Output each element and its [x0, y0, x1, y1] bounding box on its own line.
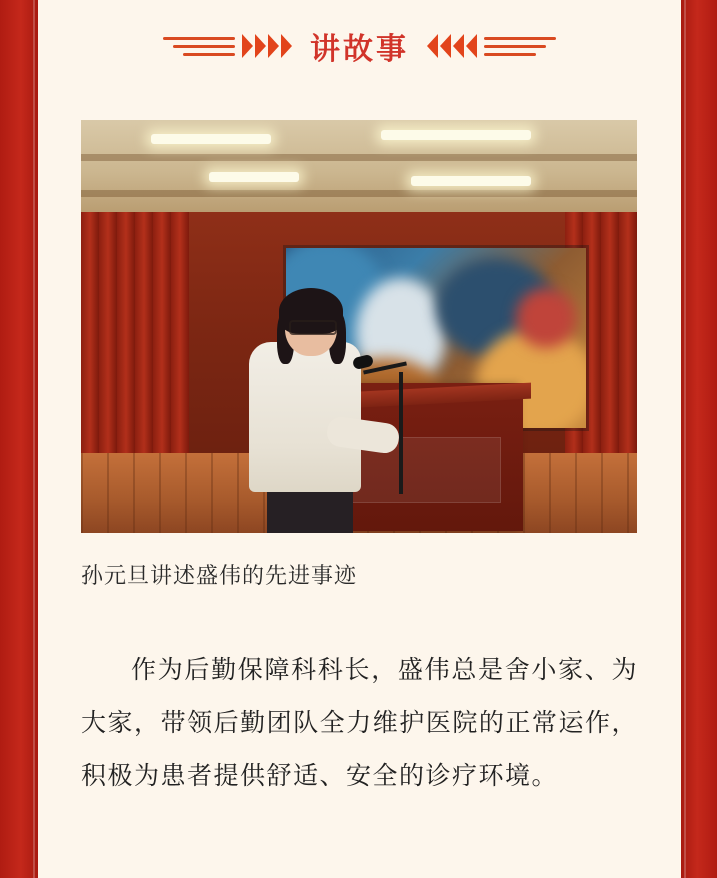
ornament-left: [163, 34, 292, 58]
photo-caption: 孙元旦讲述盛伟的先进事迹: [81, 563, 358, 588]
ornament-right: [427, 34, 556, 58]
article-photo-container: [81, 120, 638, 533]
page-border-left: [0, 0, 38, 878]
border-accent-line-left: [33, 0, 35, 878]
article-paragraph: 作为后勤保障科科长，盛伟总是舍小家、为大家，带领后勤团队全力维护医院的正常运作，积极为患者提供舒适、安全的诊疗环境。: [81, 656, 638, 790]
photo-ceiling-beam: [81, 154, 637, 161]
border-accent-line-right: [684, 0, 686, 878]
photo-ceiling-light: [151, 134, 271, 144]
ornament-lines-right-icon: [484, 37, 556, 56]
page-title: 讲故事: [310, 33, 409, 66]
section-header: [81, 0, 638, 92]
chevron-left-icon: [242, 34, 292, 58]
ornament-lines-left-icon: [163, 37, 235, 56]
photo-ceiling-beam: [81, 190, 637, 197]
article-photo: [81, 120, 637, 533]
photo-ceiling-light: [209, 172, 299, 182]
page-border-right: [681, 0, 717, 878]
photo-microphone-stand: [399, 372, 403, 494]
photo-ceiling-light: [411, 176, 531, 186]
chevron-right-icon: [427, 34, 477, 58]
photo-speaker-glasses: [289, 320, 337, 335]
photo-ceiling-light: [381, 130, 531, 140]
photo-curtain-left: [81, 212, 189, 480]
article-sheet: [38, 0, 681, 878]
